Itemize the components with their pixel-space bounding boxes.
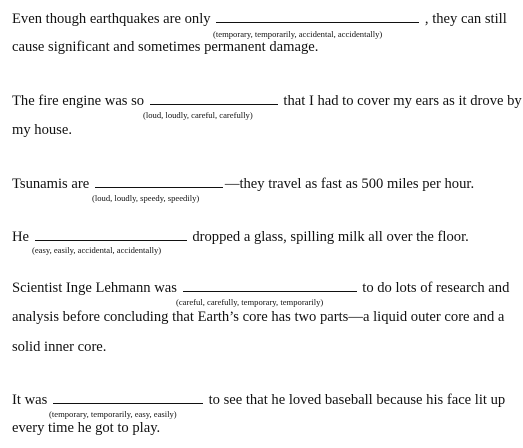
question-1-text-before: Even though earthquakes are only [12,11,211,27]
question-3-text-before: Tsunamis are [12,176,90,192]
question-1-line-2: cause significant and sometimes permanent damage. [12,39,319,55]
question-6-text-after: to see that he loved baseball because his face lit up [208,392,506,408]
question-3-text-after: —they travel as fast as 500 miles per hour. [224,176,475,192]
question-4-answer-blank[interactable] [35,227,187,241]
question-5-line-3: solid inner core. [12,339,107,355]
question-6-text-before: It was [12,392,48,408]
question-5-line-2: analysis before concluding that Earth’s core has two parts—a liquid outer core and a [12,309,505,325]
question-5-line-1 [12,278,509,297]
question-4-text-before: He [12,229,30,245]
question-6-line-1 [12,390,505,409]
question-6-answer-blank[interactable] [53,390,203,404]
question-2-line-2: my house. [12,122,72,138]
question-2-text-before: The fire engine was so [12,93,145,109]
question-5-text-before: Scientist Inge Lehmann was [12,280,177,296]
question-1-answer-blank[interactable] [216,9,419,23]
question-2-options: (loud, loudly, careful, carefully) [143,110,253,120]
question-6-options: (temporary, temporarily, easy, easily) [49,409,177,419]
question-5-text-after: to do lots of research and [362,280,510,296]
question-3-line-1 [12,174,474,193]
question-4-line-1 [12,227,469,246]
question-6-line-2: every time he got to play. [12,420,161,436]
question-2-line-1 [12,91,522,110]
question-1-options: (temporary, temporarily, accidental, accidentally) [213,29,383,39]
question-1-line-1 [12,9,507,28]
question-2-answer-blank[interactable] [150,91,278,105]
question-1-text-after: , they can still [424,11,507,27]
question-5-answer-blank[interactable] [183,278,357,292]
question-5-options: (careful, carefully, temporary, temporarily) [176,297,324,307]
question-3-options: (loud, loudly, speedy, speedily) [92,193,200,203]
question-4-text-after: dropped a glass, spilling milk all over the floor. [192,229,469,245]
question-2-text-after: that I had to cover my ears as it drove by [283,93,522,109]
question-3-answer-blank[interactable] [95,174,223,188]
question-4-options: (easy, easily, accidental, accidentally) [32,245,162,255]
